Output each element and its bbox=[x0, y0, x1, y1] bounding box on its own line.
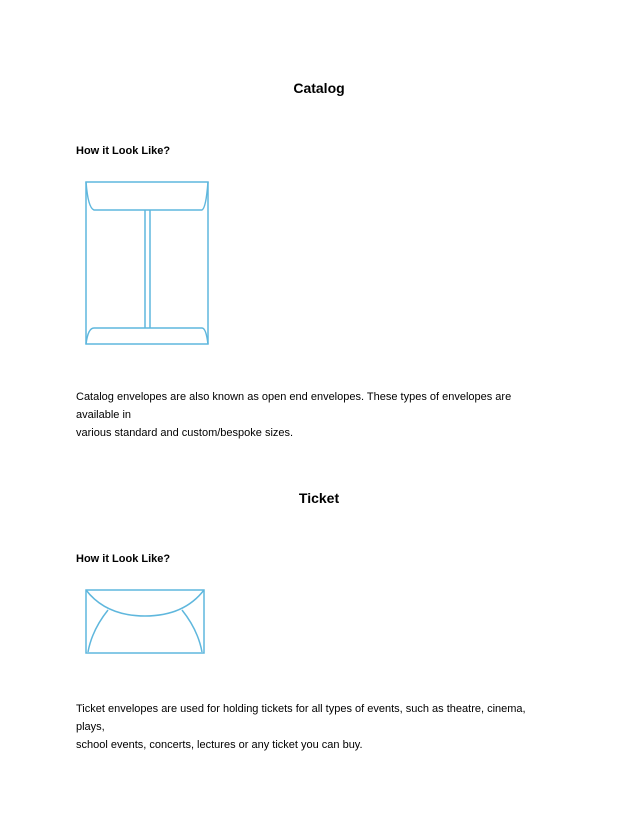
catalog-envelope-icon bbox=[82, 178, 214, 350]
section-subtitle-ticket: How it Look Like? bbox=[76, 553, 171, 565]
catalog-description-line-2: various standard and custom/bespoke sizes. bbox=[76, 427, 294, 439]
section-subtitle-catalog: How it Look Like? bbox=[76, 145, 171, 157]
ticket-description-line-2: school events, concerts, lectures or any ticket you can buy. bbox=[76, 739, 363, 751]
ticket-envelope-icon bbox=[82, 586, 208, 658]
ticket-description bbox=[76, 700, 556, 754]
catalog-description-line-1: Catalog envelopes are also known as open end envelopes. These types of envelopes are available in bbox=[76, 391, 512, 421]
catalog-description bbox=[76, 388, 556, 442]
section-title-catalog: Catalog bbox=[293, 80, 345, 96]
ticket-description-line-1: Ticket envelopes are used for holding tickets for all types of events, such as theatre, cinema, plays, bbox=[76, 703, 526, 733]
section-title-ticket: Ticket bbox=[298, 490, 340, 506]
